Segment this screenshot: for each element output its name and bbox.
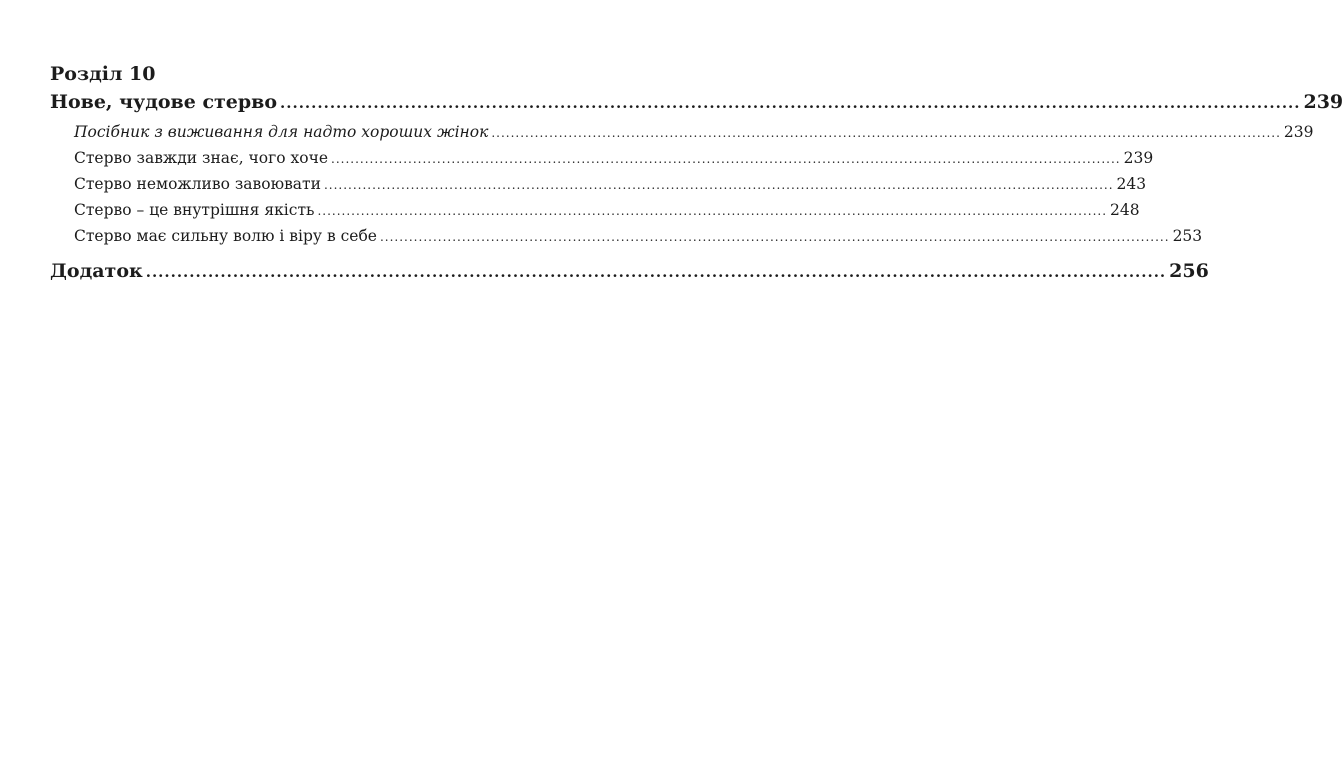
toc-entry-title: Стерво завжди знає, чого хоче <box>74 149 329 167</box>
toc-entry-page: 243 <box>1116 175 1147 193</box>
toc-entry-title: Посібник з виживання для надто хороших жінок <box>74 123 489 141</box>
toc-entry-section <box>74 200 1140 221</box>
dot-leader: .................................................................................................................................................................... <box>317 204 1108 218</box>
dot-leader: .................................................................................................................................................................... <box>379 230 1170 244</box>
chapter-label: Розділ 10 <box>50 63 156 85</box>
toc-entry-title: Стерво має сильну волю і віру в себе <box>74 227 377 245</box>
toc-entry-page: 256 <box>1169 260 1209 282</box>
toc-entry-section <box>74 122 1314 143</box>
toc-entry-page: 239 <box>1123 149 1154 167</box>
dot-leader: .................................................................................................................................................................... <box>323 178 1114 192</box>
toc-entry-page: 253 <box>1172 227 1203 245</box>
toc-entry-title: Стерво – це внутрішня якість <box>74 201 315 219</box>
toc-entry-chapter-title <box>50 90 1343 115</box>
toc-entry-page: 239 <box>1303 91 1343 113</box>
toc-entry-section <box>74 226 1203 247</box>
toc-entry-appendix <box>50 259 1209 284</box>
dot-leader: .................................................................................................................................................................... <box>331 152 1121 166</box>
toc-entry-title: Нове, чудове стерво <box>50 91 278 113</box>
toc-entry-title: Додаток <box>50 260 143 282</box>
dot-leader: .................................................................................................................................................................... <box>280 94 1301 112</box>
toc-entry-page: 239 <box>1283 123 1314 141</box>
dot-leader: .................................................................................................................................................................... <box>145 263 1167 281</box>
toc-entry-section <box>74 148 1154 169</box>
toc-entry-title: Стерво неможливо завоювати <box>74 175 321 193</box>
dot-leader: .................................................................................................................................................................... <box>491 126 1281 140</box>
toc-entry-section <box>74 174 1147 195</box>
toc-entry-page: 248 <box>1110 201 1140 219</box>
